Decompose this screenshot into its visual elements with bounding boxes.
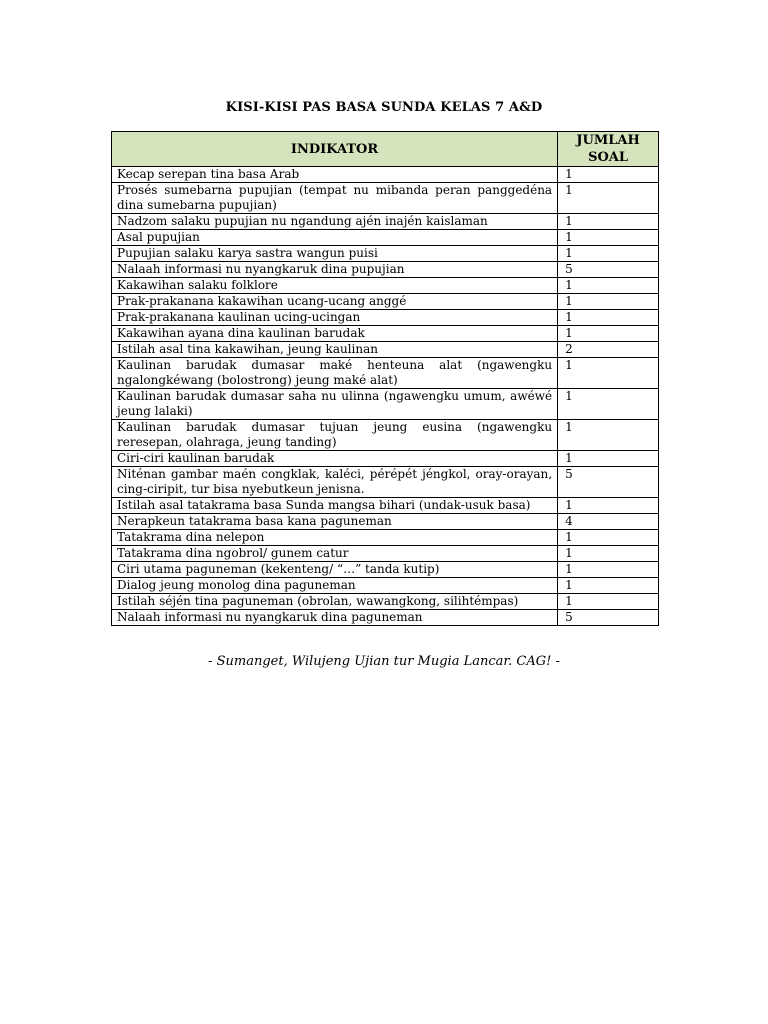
jumlah-soal-cell: 1 bbox=[558, 246, 659, 262]
indikator-cell: Nalaah informasi nu nyangkaruk dina pupujian bbox=[112, 262, 558, 278]
indikator-cell: Prak-prakanana kaulinan ucing-ucingan bbox=[112, 310, 558, 326]
jumlah-soal-cell: 1 bbox=[558, 294, 659, 310]
jumlah-soal-cell: 1 bbox=[558, 578, 659, 594]
indikator-cell: Ciri-ciri kaulinan barudak bbox=[112, 451, 558, 467]
indikator-cell: Istilah asal tatakrama basa Sunda mangsa bihari (undak-usuk basa) bbox=[112, 498, 558, 514]
table-body bbox=[112, 167, 659, 626]
table-row bbox=[112, 530, 659, 546]
jumlah-soal-cell: 1 bbox=[558, 498, 659, 514]
indikator-cell: Istilah asal tina kakawihan, jeung kaulinan bbox=[112, 342, 558, 358]
table-row bbox=[112, 358, 659, 389]
jumlah-soal-cell: 1 bbox=[558, 562, 659, 578]
jumlah-soal-cell: 1 bbox=[558, 389, 659, 420]
jumlah-soal-cell: 5 bbox=[558, 610, 659, 626]
table-row bbox=[112, 562, 659, 578]
table-row bbox=[112, 514, 659, 530]
header-indikator: INDIKATOR bbox=[112, 132, 558, 167]
table-row bbox=[112, 183, 659, 214]
table-row bbox=[112, 342, 659, 358]
indikator-cell: Tatakrama dina nelepon bbox=[112, 530, 558, 546]
indikator-cell: Dialog jeung monolog dina paguneman bbox=[112, 578, 558, 594]
table-row bbox=[112, 578, 659, 594]
table-row bbox=[112, 498, 659, 514]
indikator-cell: Kecap serepan tina basa Arab bbox=[112, 167, 558, 183]
page-title: KISI-KISI PAS BASA SUNDA KELAS 7 A&D bbox=[225, 100, 543, 115]
jumlah-soal-cell: 1 bbox=[558, 420, 659, 451]
table-row bbox=[112, 262, 659, 278]
jumlah-soal-cell: 1 bbox=[558, 278, 659, 294]
jumlah-soal-cell: 4 bbox=[558, 514, 659, 530]
jumlah-soal-cell: 2 bbox=[558, 342, 659, 358]
indikator-cell: Prosés sumebarna pupujian (tempat nu mibanda peran panggedéna dina sumebarna pupujian) bbox=[112, 183, 558, 214]
jumlah-soal-cell: 5 bbox=[558, 467, 659, 498]
table-row bbox=[112, 326, 659, 342]
jumlah-soal-cell: 1 bbox=[558, 530, 659, 546]
table-row bbox=[112, 230, 659, 246]
table-row bbox=[112, 451, 659, 467]
jumlah-soal-cell: 1 bbox=[558, 167, 659, 183]
table-row bbox=[112, 389, 659, 420]
table-row bbox=[112, 546, 659, 562]
table-row bbox=[112, 167, 659, 183]
indikator-cell: Tatakrama dina ngobrol/ gunem catur bbox=[112, 546, 558, 562]
indikator-cell: Ciri utama paguneman (kekenteng/ “…” tanda kutip) bbox=[112, 562, 558, 578]
indikator-cell: Kaulinan barudak dumasar tujuan jeung eusina (ngawengku reresepan, olahraga, jeung tanding) bbox=[112, 420, 558, 451]
table-row bbox=[112, 294, 659, 310]
table-row bbox=[112, 610, 659, 626]
jumlah-soal-cell: 1 bbox=[558, 214, 659, 230]
table-row bbox=[112, 467, 659, 498]
table-row bbox=[112, 278, 659, 294]
jumlah-soal-cell: 1 bbox=[558, 230, 659, 246]
kisi-kisi-table bbox=[111, 131, 659, 626]
table-row bbox=[112, 246, 659, 262]
jumlah-soal-cell: 1 bbox=[558, 310, 659, 326]
table-header-row bbox=[112, 132, 659, 167]
header-jumlah-soal: JUMLAH SOAL bbox=[558, 132, 659, 167]
indikator-cell: Kakawihan salaku folklore bbox=[112, 278, 558, 294]
jumlah-soal-cell: 1 bbox=[558, 594, 659, 610]
jumlah-soal-cell: 5 bbox=[558, 262, 659, 278]
indikator-cell: Niténan gambar maén congklak, kaléci, pérépét jéngkol, oray-orayan, cing-ciripit, tur bisa nyebutkeun jenisna. bbox=[112, 467, 558, 498]
indikator-cell: Asal pupujian bbox=[112, 230, 558, 246]
jumlah-soal-cell: 1 bbox=[558, 451, 659, 467]
table-row bbox=[112, 310, 659, 326]
jumlah-soal-cell: 1 bbox=[558, 183, 659, 214]
indikator-cell: Nerapkeun tatakrama basa kana paguneman bbox=[112, 514, 558, 530]
indikator-cell: Kaulinan barudak dumasar maké henteuna alat (ngawengku ngalongkéwang (bolostrong) jeung maké alat) bbox=[112, 358, 558, 389]
indikator-cell: Kaulinan barudak dumasar saha nu ulinna (ngawengku umum, awéwé jeung lalaki) bbox=[112, 389, 558, 420]
indikator-cell: Nalaah informasi nu nyangkaruk dina paguneman bbox=[112, 610, 558, 626]
table-row bbox=[112, 214, 659, 230]
indikator-cell: Prak-prakanana kakawihan ucang-ucang anggé bbox=[112, 294, 558, 310]
table-row bbox=[112, 420, 659, 451]
jumlah-soal-cell: 1 bbox=[558, 326, 659, 342]
indikator-cell: Istilah séjén tina paguneman (obrolan, wawangkong, silihtémpas) bbox=[112, 594, 558, 610]
indikator-cell: Nadzom salaku pupujian nu ngandung ajén inajén kaislaman bbox=[112, 214, 558, 230]
jumlah-soal-cell: 1 bbox=[558, 358, 659, 389]
indikator-cell: Kakawihan ayana dina kaulinan barudak bbox=[112, 326, 558, 342]
indikator-cell: Pupujian salaku karya sastra wangun puisi bbox=[112, 246, 558, 262]
table-row bbox=[112, 594, 659, 610]
footer-note: - Sumanget, Wilujeng Ujian tur Mugia Lancar. CAG! - bbox=[208, 654, 560, 669]
jumlah-soal-cell: 1 bbox=[558, 546, 659, 562]
